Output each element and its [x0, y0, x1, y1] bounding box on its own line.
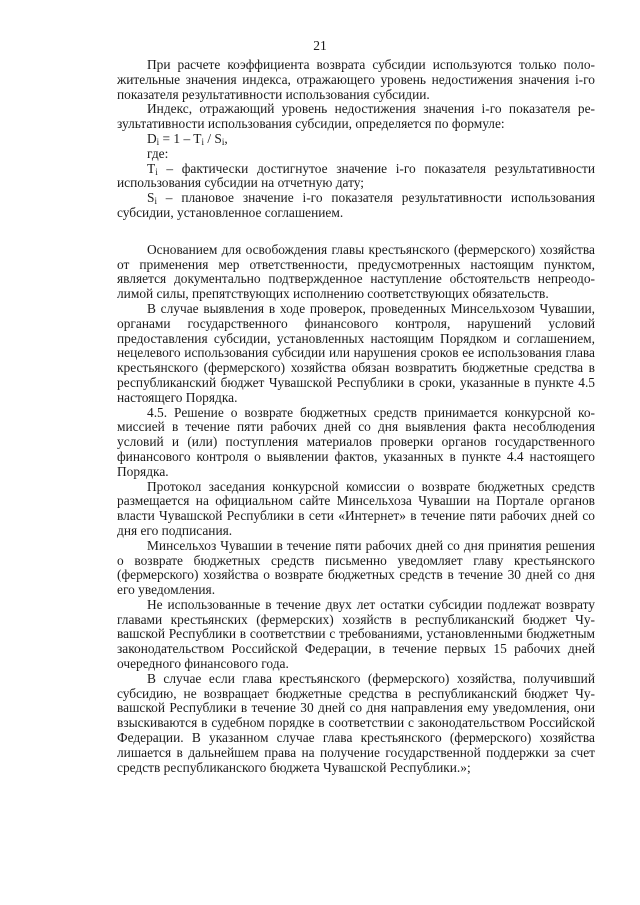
formula-subscript: i [201, 136, 204, 147]
paragraph: Минсельхоз Чувашии в течение пяти рабочих дней со дня принятия решения о возврате бюджетных средств письменно уведомляет главу крестьянского (фермерского) хозяйства о возврате бюджетных средств в течение 30 дней со дня его уведомления. [117, 537, 595, 598]
formula [117, 132, 595, 147]
definition-text: – плановое значение i-го показателя результативности использования субсидии, установленное соглашением. [117, 190, 595, 220]
formula-part: / S [203, 130, 222, 146]
formula-part: = 1 – T [159, 130, 202, 146]
symbol-s: S [147, 190, 155, 206]
paragraph: 4.5. Решение о возврате бюджетных средств принимается конкурсной комиссией в течение пяти рабочих дней со дня выявления факта несоблюдения условий и (или) поступления материалов проверки органов государственного финансового контроля о выявлении фактов, указанных в пункте 4.4 настоящего Порядка. [117, 404, 595, 479]
symbol-t: T [147, 160, 156, 176]
symbol-subscript: i [154, 196, 157, 207]
where-label: где: [147, 145, 169, 161]
page-number: 21 [313, 38, 327, 53]
formula-end: , [224, 130, 228, 146]
formula-symbol-d: D [147, 130, 157, 146]
symbol-subscript: i [155, 166, 158, 177]
paragraph: Основанием для освобождения главы крестьянского (фермерского) хозяйства от применения мер ответственности, предусмотренных настоящим пунктом, является документально подтвержденное наступление обстоятельств непреодолимой силы, препятствующих исполнению соответствующих обязательств. [117, 241, 595, 302]
definition-t [117, 162, 595, 192]
paragraph: В случае если глава крестьянского (фермерского) хозяйства, получивший субсидию, не возвращает бюджетные средства в республиканский бюджет Чувашской Республики в течение 30 дней со дня направления ему уведомления, они взыскиваются в судебном порядке в соответствии с законодательством Российской Федерации. В указанном случае глава крестьянского (фермерского) хозяйства лишается в дальнейшем права на получение государственной поддержки за счет средств республиканского бюджета Чувашской Республики.»; [117, 670, 595, 775]
paragraph: В случае выявления в ходе проверок, проведенных Минсельхозом Чувашии, органами государственного финансового контроля, нарушений условий предоставления субсидии, установленных настоящим Порядком и соглашением, нецелевого использования субсидии или нарушения сроков ее использования глава крестьянского (фермерского) хозяйства обязан возвратить бюджетные средства в республиканский бюджет Чувашской Республики в сроки, указанные в пункте 4.5 настоящего Порядка. [117, 300, 595, 405]
document-body [117, 58, 595, 775]
formula-subscript: i [221, 136, 225, 147]
definition-text: – фактически достигнутое значение i-го показателя результативности использования субсидии на отчетную дату; [117, 160, 595, 191]
paragraph: Не использованные в течение двух лет остатки субсидии подлежат возврату главами крестьянских (фермерских) хозяйств в республиканский бюджет Чувашской Республики в соответствии с требованиями, установленными бюджетным законодательством Российской Федерации, в течение первых 15 рабочих дней очередного финансового года. [117, 596, 595, 672]
paragraph: Индекс, отражающий уровень недостижения значения i-го показателя результативности использования субсидии, определяется по формуле: [117, 101, 595, 132]
definition-s [117, 191, 595, 221]
paragraph: При расчете коэффициента возврата субсидии используются только положительные значения индекса, отражающего уровень недостижения значения i-го показателя результативности использования субсидии. [117, 57, 595, 102]
spacer [117, 221, 595, 243]
formula-subscript: i [156, 136, 160, 147]
paragraph: Протокол заседания конкурсной комиссии о возврате бюджетных средств размещается на официальном сайте Минсельхоза Чувашии на Портале органов власти Чувашской Республики в сети «Интернет» в течение пяти рабочих дней со дня его подписания. [117, 478, 595, 538]
